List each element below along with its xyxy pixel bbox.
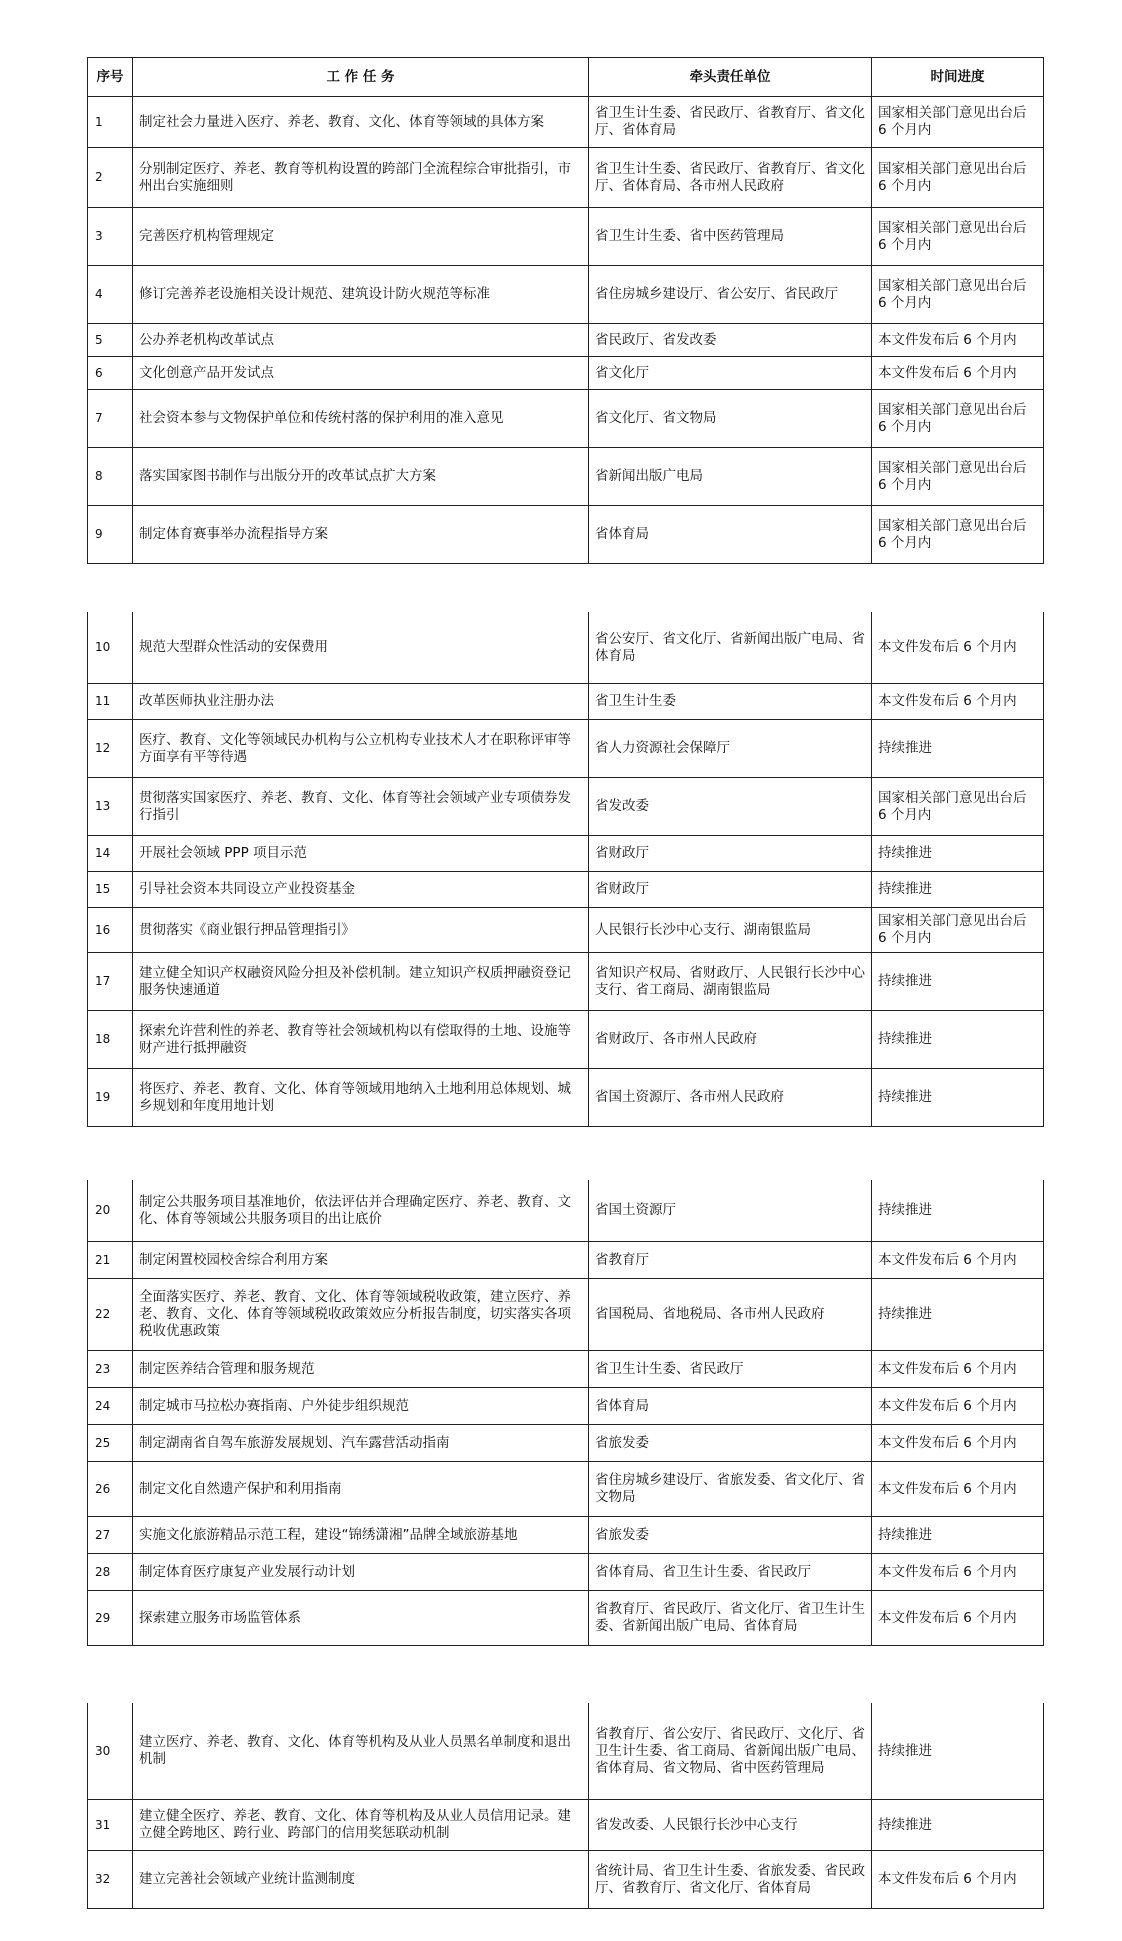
table-row	[88, 1517, 1044, 1554]
row-timeline: 本文件发布后 6 个月内	[872, 1242, 1044, 1279]
row-number: 24	[88, 1388, 133, 1425]
row-timeline: 持续推进	[872, 1800, 1044, 1851]
row-number: 11	[88, 684, 133, 720]
row-lead-unit: 省旅发委	[589, 1425, 872, 1462]
row-lead-unit: 省财政厅	[589, 872, 872, 908]
row-task: 制定城市马拉松办赛指南、户外徒步组织规范	[133, 1388, 589, 1425]
table-row	[88, 612, 1044, 684]
row-timeline: 持续推进	[872, 1517, 1044, 1554]
row-lead-unit: 省发改委	[589, 778, 872, 836]
row-timeline: 持续推进	[872, 1180, 1044, 1242]
table-row	[88, 1462, 1044, 1517]
row-timeline: 国家相关部门意见出台后 6 个月内	[872, 448, 1044, 506]
header-task: 工 作 任 务	[133, 58, 589, 97]
row-timeline: 国家相关部门意见出台后 6 个月内	[872, 390, 1044, 448]
row-task: 完善医疗机构管理规定	[133, 208, 589, 266]
table-row	[88, 1800, 1044, 1851]
table-row	[88, 872, 1044, 908]
row-lead-unit: 省卫生计生委、省民政厅	[589, 1351, 872, 1388]
row-number: 6	[88, 357, 133, 390]
row-number: 16	[88, 908, 133, 953]
row-number: 4	[88, 266, 133, 324]
row-task: 引导社会资本共同设立产业投资基金	[133, 872, 589, 908]
row-number: 17	[88, 953, 133, 1011]
row-task: 制定体育赛事举办流程指导方案	[133, 506, 589, 564]
row-timeline: 本文件发布后 6 个月内	[872, 1425, 1044, 1462]
row-timeline: 本文件发布后 6 个月内	[872, 324, 1044, 357]
row-number: 1	[88, 97, 133, 148]
row-lead-unit: 省体育局	[589, 1388, 872, 1425]
table-row	[88, 836, 1044, 872]
row-task: 制定闲置校园校舍综合利用方案	[133, 1242, 589, 1279]
row-timeline: 持续推进	[872, 1279, 1044, 1351]
row-lead-unit: 省财政厅、各市州人民政府	[589, 1011, 872, 1069]
row-task: 制定文化自然遗产保护和利用指南	[133, 1462, 589, 1517]
row-lead-unit: 省财政厅	[589, 836, 872, 872]
row-task: 制定公共服务项目基准地价，依法评估并合理确定医疗、养老、教育、文化、体育等领域公共服务项目的出让底价	[133, 1180, 589, 1242]
row-timeline: 持续推进	[872, 1011, 1044, 1069]
row-timeline: 本文件发布后 6 个月内	[872, 684, 1044, 720]
table-row	[88, 357, 1044, 390]
table-row	[88, 1351, 1044, 1388]
row-task: 实施文化旅游精品示范工程，建设“锦绣潇湘”品牌全域旅游基地	[133, 1517, 589, 1554]
row-task: 制定体育医疗康复产业发展行动计划	[133, 1554, 589, 1591]
row-lead-unit: 省卫生计生委、省民政厅、省教育厅、省文化厅、省体育局	[589, 97, 872, 148]
row-lead-unit: 省新闻出版广电局	[589, 448, 872, 506]
row-number: 19	[88, 1069, 133, 1127]
row-lead-unit: 省卫生计生委、省民政厅、省教育厅、省文化厅、省体育局、各市州人民政府	[589, 148, 872, 208]
row-timeline: 本文件发布后 6 个月内	[872, 1388, 1044, 1425]
row-timeline: 国家相关部门意见出台后 6 个月内	[872, 97, 1044, 148]
table-row	[88, 506, 1044, 564]
row-task: 将医疗、养老、教育、文化、体育等领域用地纳入土地利用总体规划、城乡规划和年度用地计划	[133, 1069, 589, 1127]
row-lead-unit: 省发改委、人民银行长沙中心支行	[589, 1800, 872, 1851]
row-number: 15	[88, 872, 133, 908]
row-timeline: 持续推进	[872, 836, 1044, 872]
row-lead-unit: 省体育局	[589, 506, 872, 564]
table-row	[88, 1851, 1044, 1909]
table-row	[88, 390, 1044, 448]
row-task: 文化创意产品开发试点	[133, 357, 589, 390]
row-timeline: 本文件发布后 6 个月内	[872, 1462, 1044, 1517]
row-number: 32	[88, 1851, 133, 1909]
row-number: 22	[88, 1279, 133, 1351]
row-task: 探索允许营利性的养老、教育等社会领域机构以有偿取得的土地、设施等财产进行抵押融资	[133, 1011, 589, 1069]
row-number: 14	[88, 836, 133, 872]
table-row	[88, 684, 1044, 720]
row-task: 医疗、教育、文化等领域民办机构与公立机构专业技术人才在职称评审等方面享有平等待遇	[133, 720, 589, 778]
table-row	[88, 324, 1044, 357]
row-number: 18	[88, 1011, 133, 1069]
table-row	[88, 97, 1044, 148]
row-task: 全面落实医疗、养老、教育、文化、体育等领域税收政策，建立医疗、养老、教育、文化、体育等领域税收政策效应分析报告制度，切实落实各项税收优惠政策	[133, 1279, 589, 1351]
row-lead-unit: 省旅发委	[589, 1517, 872, 1554]
row-task: 制定湖南省自驾车旅游发展规划、汽车露营活动指南	[133, 1425, 589, 1462]
row-lead-unit: 省卫生计生委、省中医药管理局	[589, 208, 872, 266]
table-row	[88, 148, 1044, 208]
row-timeline: 国家相关部门意见出台后 6 个月内	[872, 778, 1044, 836]
row-task: 建立医疗、养老、教育、文化、体育等机构及从业人员黑名单制度和退出机制	[133, 1703, 589, 1800]
table-row	[88, 208, 1044, 266]
table-header-row	[88, 58, 1044, 97]
row-lead-unit: 省国土资源厅、各市州人民政府	[589, 1069, 872, 1127]
table-row	[88, 1591, 1044, 1646]
task-table-block-1	[87, 57, 1044, 564]
row-timeline: 本文件发布后 6 个月内	[872, 357, 1044, 390]
table-row	[88, 1554, 1044, 1591]
row-task: 探索建立服务市场监管体系	[133, 1591, 589, 1646]
row-task: 贯彻落实《商业银行押品管理指引》	[133, 908, 589, 953]
row-number: 21	[88, 1242, 133, 1279]
row-timeline: 国家相关部门意见出台后 6 个月内	[872, 506, 1044, 564]
row-number: 8	[88, 448, 133, 506]
table-row	[88, 266, 1044, 324]
row-timeline: 国家相关部门意见出台后 6 个月内	[872, 208, 1044, 266]
row-lead-unit: 省教育厅	[589, 1242, 872, 1279]
row-task: 社会资本参与文物保护单位和传统村落的保护利用的准入意见	[133, 390, 589, 448]
header-unit: 牵头责任单位	[589, 58, 872, 97]
row-number: 23	[88, 1351, 133, 1388]
row-lead-unit: 省统计局、省卫生计生委、省旅发委、省民政厅、省教育厅、省文化厅、省体育局	[589, 1851, 872, 1909]
row-number: 29	[88, 1591, 133, 1646]
task-table-block-3	[87, 1180, 1044, 1646]
row-lead-unit: 省住房城乡建设厅、省公安厅、省民政厅	[589, 266, 872, 324]
row-task: 分别制定医疗、养老、教育等机构设置的跨部门全流程综合审批指引，市州出台实施细则	[133, 148, 589, 208]
row-task: 制定社会力量进入医疗、养老、教育、文化、体育等领域的具体方案	[133, 97, 589, 148]
table-row	[88, 908, 1044, 953]
row-lead-unit: 省文化厅、省文物局	[589, 390, 872, 448]
row-timeline: 本文件发布后 6 个月内	[872, 612, 1044, 684]
table-row	[88, 448, 1044, 506]
table-row	[88, 1069, 1044, 1127]
row-lead-unit: 省文化厅	[589, 357, 872, 390]
row-timeline: 本文件发布后 6 个月内	[872, 1351, 1044, 1388]
row-timeline: 持续推进	[872, 872, 1044, 908]
row-task: 建立健全知识产权融资风险分担及补偿机制。建立知识产权质押融资登记服务快速通道	[133, 953, 589, 1011]
row-task: 建立完善社会领域产业统计监测制度	[133, 1851, 589, 1909]
table-row	[88, 1180, 1044, 1242]
row-task: 贯彻落实国家医疗、养老、教育、文化、体育等社会领域产业专项债券发行指引	[133, 778, 589, 836]
row-timeline: 国家相关部门意见出台后 6 个月内	[872, 148, 1044, 208]
row-lead-unit: 省民政厅、省发改委	[589, 324, 872, 357]
row-number: 26	[88, 1462, 133, 1517]
row-task: 制定医养结合管理和服务规范	[133, 1351, 589, 1388]
row-number: 13	[88, 778, 133, 836]
table-row	[88, 1388, 1044, 1425]
table-row	[88, 1703, 1044, 1800]
table-row	[88, 720, 1044, 778]
row-task: 改革医师执业注册办法	[133, 684, 589, 720]
row-number: 10	[88, 612, 133, 684]
header-time: 时间进度	[872, 58, 1044, 97]
row-lead-unit: 省卫生计生委	[589, 684, 872, 720]
row-number: 3	[88, 208, 133, 266]
row-lead-unit: 省教育厅、省公安厅、省民政厅、文化厅、省卫生计生委、省工商局、省新闻出版广电局、省体育局、省文物局、省中医药管理局	[589, 1703, 872, 1800]
row-timeline: 本文件发布后 6 个月内	[872, 1851, 1044, 1909]
row-number: 25	[88, 1425, 133, 1462]
row-number: 20	[88, 1180, 133, 1242]
row-number: 28	[88, 1554, 133, 1591]
table-row	[88, 1242, 1044, 1279]
table-row	[88, 1425, 1044, 1462]
row-lead-unit: 省人力资源社会保障厅	[589, 720, 872, 778]
row-lead-unit: 省公安厅、省文化厅、省新闻出版广电局、省体育局	[589, 612, 872, 684]
row-task: 落实国家图书制作与出版分开的改革试点扩大方案	[133, 448, 589, 506]
row-timeline: 持续推进	[872, 953, 1044, 1011]
row-lead-unit: 省国土资源厅	[589, 1180, 872, 1242]
row-timeline: 持续推进	[872, 1703, 1044, 1800]
row-timeline: 国家相关部门意见出台后 6 个月内	[872, 908, 1044, 953]
row-number: 12	[88, 720, 133, 778]
row-number: 7	[88, 390, 133, 448]
row-timeline: 持续推进	[872, 720, 1044, 778]
row-timeline: 本文件发布后 6 个月内	[872, 1554, 1044, 1591]
task-table-block-4	[87, 1703, 1044, 1909]
row-lead-unit: 省知识产权局、省财政厅、人民银行长沙中心支行、省工商局、湖南银监局	[589, 953, 872, 1011]
header-seq: 序号	[88, 58, 133, 97]
row-number: 9	[88, 506, 133, 564]
row-number: 2	[88, 148, 133, 208]
table-row	[88, 778, 1044, 836]
row-task: 开展社会领域 PPP 项目示范	[133, 836, 589, 872]
row-timeline: 国家相关部门意见出台后 6 个月内	[872, 266, 1044, 324]
table-row	[88, 953, 1044, 1011]
table-row	[88, 1279, 1044, 1351]
row-number: 27	[88, 1517, 133, 1554]
row-number: 30	[88, 1703, 133, 1800]
row-task: 规范大型群众性活动的安保费用	[133, 612, 589, 684]
row-lead-unit: 人民银行长沙中心支行、湖南银监局	[589, 908, 872, 953]
row-timeline: 本文件发布后 6 个月内	[872, 1591, 1044, 1646]
row-number: 5	[88, 324, 133, 357]
row-lead-unit: 省教育厅、省民政厅、省文化厅、省卫生计生委、省新闻出版广电局、省体育局	[589, 1591, 872, 1646]
row-lead-unit: 省住房城乡建设厅、省旅发委、省文化厅、省文物局	[589, 1462, 872, 1517]
row-task: 公办养老机构改革试点	[133, 324, 589, 357]
row-timeline: 持续推进	[872, 1069, 1044, 1127]
row-task: 建立健全医疗、养老、教育、文化、体育等机构及从业人员信用记录。建立健全跨地区、跨行业、跨部门的信用奖惩联动机制	[133, 1800, 589, 1851]
row-number: 31	[88, 1800, 133, 1851]
row-task: 修订完善养老设施相关设计规范、建筑设计防火规范等标准	[133, 266, 589, 324]
row-lead-unit: 省体育局、省卫生计生委、省民政厅	[589, 1554, 872, 1591]
task-table-block-2	[87, 612, 1044, 1127]
row-lead-unit: 省国税局、省地税局、各市州人民政府	[589, 1279, 872, 1351]
table-row	[88, 1011, 1044, 1069]
